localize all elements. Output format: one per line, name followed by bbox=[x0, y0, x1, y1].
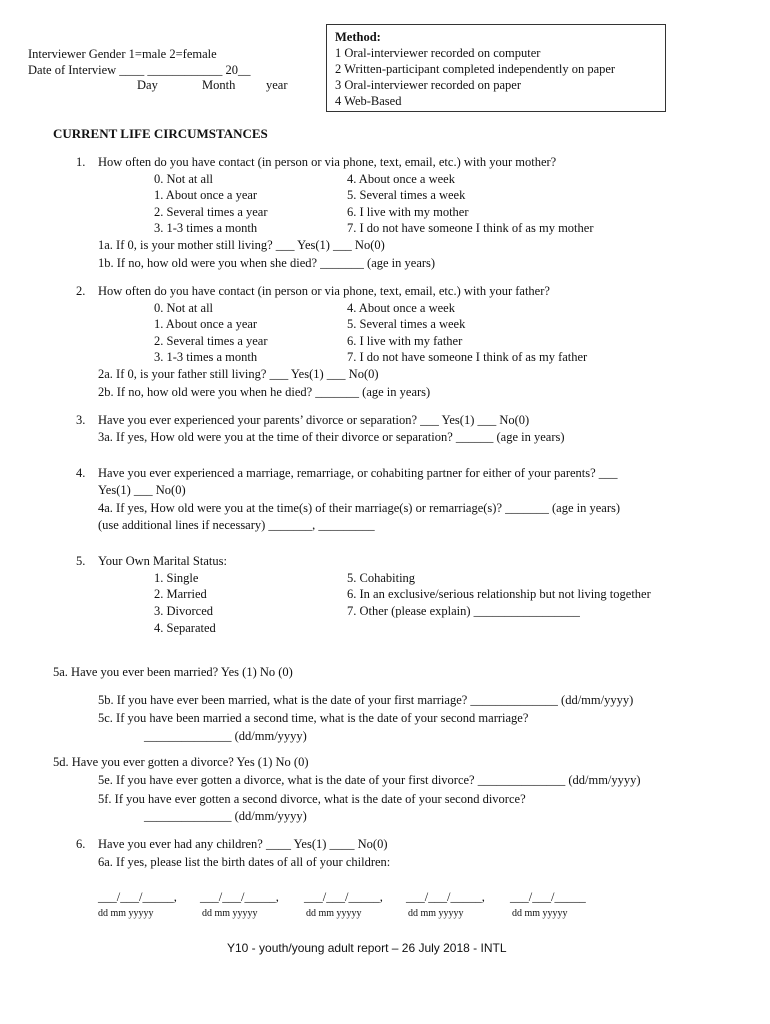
birthdate-label: dd mm yyyyy bbox=[512, 908, 568, 919]
q2-option: 6. I live with my father bbox=[347, 334, 463, 348]
q5-number: 5. bbox=[76, 554, 86, 568]
child-birthdate-blank: ___/___/_____, bbox=[200, 890, 279, 904]
q2-number: 2. bbox=[76, 284, 86, 298]
date-label-day: Day bbox=[137, 78, 158, 92]
q6-number: 6. bbox=[76, 837, 86, 851]
method-box bbox=[326, 24, 666, 112]
date-of-interview: Date of Interview ____ ____________ 20__ bbox=[28, 63, 251, 77]
q5-option: 2. Married bbox=[154, 587, 207, 601]
date-label-year: year bbox=[266, 78, 288, 92]
q5a: 5a. Have you ever been married? Yes (1) No (0) bbox=[53, 665, 293, 679]
q1-option: 3. 1-3 times a month bbox=[154, 221, 258, 235]
q5d: 5d. Have you ever gotten a divorce? Yes (1) No (0) bbox=[53, 755, 309, 769]
q4-number: 4. bbox=[76, 466, 86, 480]
child-birthdate-blank: ___/___/_____, bbox=[304, 890, 383, 904]
q2b: 2b. If no, how old were you when he died? _______ (age in years) bbox=[98, 385, 431, 399]
q1a: 1a. If 0, is your mother still living? ___ Yes(1) ___ No(0) bbox=[98, 238, 385, 252]
q1-text: How often do you have contact (in person or via phone, text, email, etc.) with your mother? bbox=[98, 155, 557, 169]
q5c: 5c. If you have been married a second time, what is the date of your second marriage? bbox=[98, 711, 529, 725]
q2-option: 5. Several times a week bbox=[347, 317, 466, 331]
q3-text: Have you ever experienced your parents’ divorce or separation? ___ Yes(1) ___ No(0) bbox=[98, 413, 530, 427]
q6a: 6a. If yes, please list the birth dates of all of your children: bbox=[98, 855, 391, 869]
q1-option: 4. About once a week bbox=[347, 172, 455, 186]
q2a: 2a. If 0, is your father still living? ___ Yes(1) ___ No(0) bbox=[98, 367, 379, 381]
q5c-cont: ______________ (dd/mm/yyyy) bbox=[144, 729, 307, 743]
birthdate-label: dd mm yyyyy bbox=[408, 908, 464, 919]
q5-text: Your Own Marital Status: bbox=[98, 554, 227, 568]
child-birthdate-blank: ___/___/_____, bbox=[406, 890, 485, 904]
date-label-month: Month bbox=[202, 78, 236, 92]
q1-option: 7. I do not have someone I think of as my mother bbox=[347, 221, 594, 235]
q1-number: 1. bbox=[76, 155, 86, 169]
q3-number: 3. bbox=[76, 413, 86, 427]
q2-option: 7. I do not have someone I think of as my father bbox=[347, 350, 588, 364]
q2-option: 0. Not at all bbox=[154, 301, 214, 315]
q1b: 1b. If no, how old were you when she died? _______ (age in years) bbox=[98, 256, 436, 270]
q1-option: 1. About once a year bbox=[154, 188, 258, 202]
q6-text: Have you ever had any children? ____ Yes(1) ____ No(0) bbox=[98, 837, 388, 851]
method-title: Method: bbox=[335, 30, 381, 44]
q4-text-cont: Yes(1) ___ No(0) bbox=[98, 483, 186, 497]
birthdate-label: dd mm yyyyy bbox=[202, 908, 258, 919]
birthdate-label: dd mm yyyyy bbox=[306, 908, 362, 919]
q4-text: Have you ever experienced a marriage, remarriage, or cohabiting partner for either of your parents? ___ bbox=[98, 466, 618, 480]
q2-option: 4. About once a week bbox=[347, 301, 455, 315]
q5-option: 1. Single bbox=[154, 571, 199, 585]
q5-option: 4. Separated bbox=[154, 621, 216, 635]
child-birthdate-blank: ___/___/_____ bbox=[510, 890, 586, 904]
q4a: 4a. If yes, How old were you at the time(s) of their marriage(s) or remarriage(s)? _______ (age in years) bbox=[98, 501, 621, 515]
q5f: 5f. If you have ever gotten a second divorce, what is the date of your second divorce? bbox=[98, 792, 526, 806]
section-title: CURRENT LIFE CIRCUMSTANCES bbox=[53, 126, 268, 141]
q3a: 3a. If yes, How old were you at the time of their divorce or separation? ______ (age in years) bbox=[98, 430, 565, 444]
q2-option: 1. About once a year bbox=[154, 317, 258, 331]
method-item: 1 Oral-interviewer recorded on computer bbox=[335, 46, 541, 60]
page-footer: Y10 - youth/young adult report – 26 July 2018 - INTL bbox=[227, 941, 507, 955]
q1-option: 0. Not at all bbox=[154, 172, 214, 186]
q5f-cont: ______________ (dd/mm/yyyy) bbox=[144, 809, 307, 823]
q5-option: 3. Divorced bbox=[154, 604, 214, 618]
q2-option: 3. 1-3 times a month bbox=[154, 350, 258, 364]
q4a-cont: (use additional lines if necessary) _______, _________ bbox=[98, 518, 375, 532]
interviewer-gender: Interviewer Gender 1=male 2=female bbox=[28, 47, 217, 61]
q2-text: How often do you have contact (in person or via phone, text, email, etc.) with your father? bbox=[98, 284, 550, 298]
method-item: 2 Written-participant completed independently on paper bbox=[335, 62, 616, 76]
method-item: 3 Oral-interviewer recorded on paper bbox=[335, 78, 522, 92]
q5-option: 7. Other (please explain) _________________ bbox=[347, 604, 580, 618]
q1-option: 2. Several times a year bbox=[154, 205, 268, 219]
method-item: 4 Web-Based bbox=[335, 94, 402, 108]
birthdate-label: dd mm yyyyy bbox=[98, 908, 154, 919]
q1-option: 5. Several times a week bbox=[347, 188, 466, 202]
q5-option: 6. In an exclusive/serious relationship but not living together bbox=[347, 587, 651, 601]
child-birthdate-blank: ___/___/_____, bbox=[98, 890, 177, 904]
q5-option: 5. Cohabiting bbox=[347, 571, 416, 585]
q1-option: 6. I live with my mother bbox=[347, 205, 469, 219]
q2-option: 2. Several times a year bbox=[154, 334, 268, 348]
q5e: 5e. If you have ever gotten a divorce, what is the date of your first divorce? ______________ (dd/mm/yyyy) bbox=[98, 773, 641, 787]
q5b: 5b. If you have ever been married, what is the date of your first marriage? ______________ (dd/mm/yyyy) bbox=[98, 693, 634, 707]
